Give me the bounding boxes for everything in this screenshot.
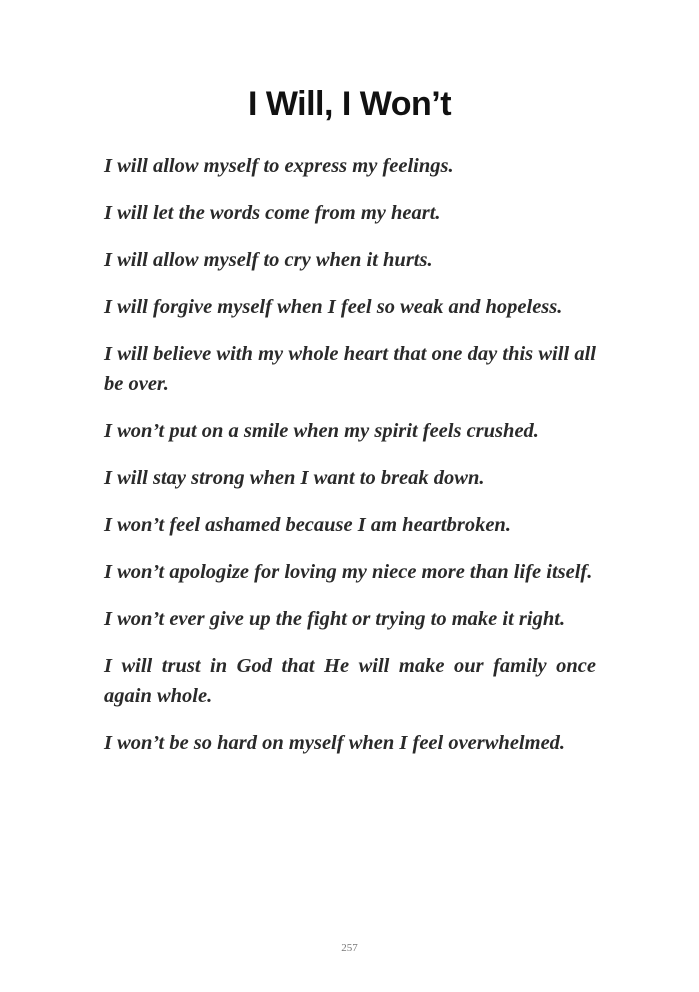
poem-line: I will stay strong when I want to break down. — [104, 467, 485, 489]
poem-line: I won’t be so hard on myself when I feel overwhelmed. — [104, 732, 566, 754]
page-number: 257 — [341, 942, 358, 954]
poem-line: I will trust in God that He will make our family once again whole. — [104, 655, 596, 707]
poem-line: I will forgive myself when I feel so weak and hopeless. — [104, 296, 563, 318]
poem-line: I will allow myself to express my feelings. — [104, 155, 454, 177]
poem-line: I won’t put on a smile when my spirit feels crushed. — [104, 420, 539, 442]
poem-line: I will believe with my whole heart that one day this will all be over. — [104, 343, 596, 395]
poem-lines — [104, 151, 596, 775]
poem-line: I will let the words come from my heart. — [104, 202, 441, 224]
poem-line: I won’t ever give up the fight or trying to make it right. — [104, 608, 566, 630]
poem-line: I won’t feel ashamed because I am heartbroken. — [104, 514, 511, 536]
page-title: I Will, I Won’t — [247, 85, 452, 123]
poem-line: I will allow myself to cry when it hurts. — [104, 249, 433, 271]
poem-line: I won’t apologize for loving my niece more than life itself. — [104, 561, 593, 583]
